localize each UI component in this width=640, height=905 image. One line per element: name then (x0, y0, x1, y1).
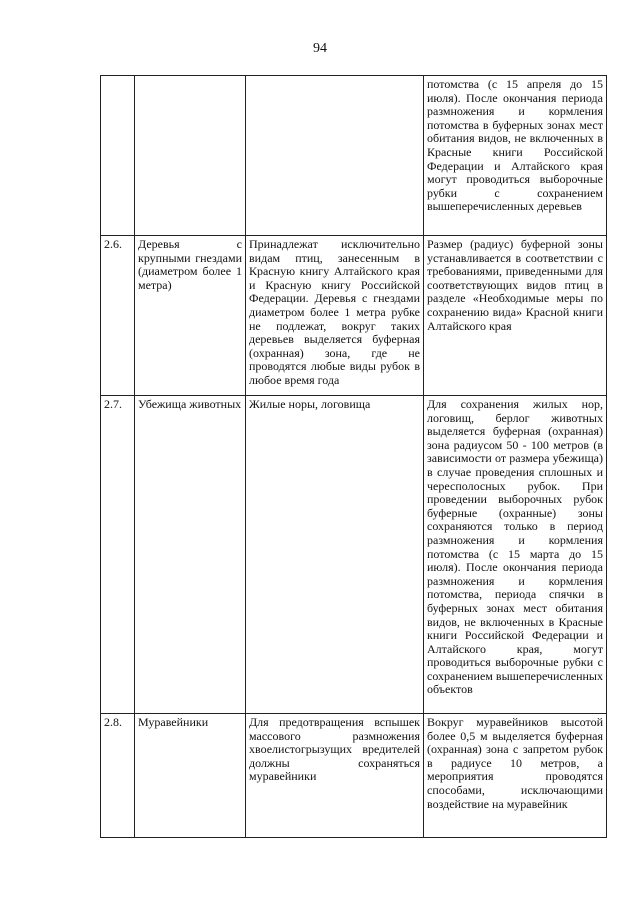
object-cell (135, 714, 246, 838)
measures-text: Размер (радиус) буферной зоны устанавливается в соответствии с требованиями, приведенными для соответствующих видов птиц в разделе «Необходимые меры по сохранению вида» Красной книги Алтайского края (427, 237, 603, 333)
measures-text: Вокруг муравейников высотой более 0,5 м выделяется буферная (охранная) зона с запретом рубок в радиусе 10 метров, а мероприятия проводятся способами, исключающими воздействие на муравейник (427, 715, 603, 811)
table-row (101, 236, 607, 396)
object-cell (135, 76, 246, 236)
measures-cell (424, 236, 607, 396)
description-cell (246, 396, 424, 714)
object-cell (135, 396, 246, 714)
page-number: 94 (313, 41, 327, 56)
row-number-cell (101, 714, 135, 838)
row-number: 2.7. (104, 397, 122, 411)
row-number-cell (101, 76, 135, 236)
measures-text: потомства (с 15 апреля до 15 июля). После окончания периода размножения и кормления потомства в буферных зонах мест обитания видов, не включенных в Красные книги Российской Федерации и Алтайского края могут проводиться выборочные рубки с сохранением вышеперечисленных деревьев (427, 77, 603, 214)
measures-cell (424, 396, 607, 714)
description-cell (246, 236, 424, 396)
forestry-measures-table (100, 75, 607, 838)
object-text: Деревья с крупными гнездами (диаметром более 1 метра) (138, 237, 242, 292)
table-row (101, 76, 607, 236)
description-cell (246, 714, 424, 838)
object-cell (135, 236, 246, 396)
row-number: 2.8. (104, 715, 122, 729)
measures-text: Для сохранения жилых нор, логовищ, берлог животных выделяется буферная (охранная) зона радиусом 50 - 100 метров (в зависимости от размера убежища) в случае проведения сплошных и чересполосных рубок. При проведении выборочных рубок буферные (охранные) зоны сохраняются только в период размножения и кормления потомства (с 15 марта до 15 июля). После окончания периода размножения и кормления потомства, периода спячки в буферных зонах мест обитания видов, не включенных в Красные книги Российской Федерации и Алтайского края, могут проводиться выборочные рубки с сохранением вышеперечисленных объектов (427, 397, 603, 697)
measures-cell (424, 714, 607, 838)
description-text: Принадлежат исключительно видам птиц, занесенным в Красную книгу Алтайского края и Красную книгу Российской Федерации. Деревья с гнездами диаметром более 1 метра рубке не подлежат, вокруг таких деревьев выделяется буферная (охранная) зона, где не проводятся любые виды рубок в любое время года (249, 237, 420, 387)
table-row (101, 714, 607, 838)
row-number: 2.6. (104, 237, 122, 251)
object-text: Муравейники (138, 715, 209, 729)
row-number-cell (101, 396, 135, 714)
object-text: Убежища животных (138, 397, 242, 411)
description-cell (246, 76, 424, 236)
description-text: Для предотвращения вспышек массового размножения хвоелистогрызущих вредителей должны сохраняться муравейники (249, 715, 420, 784)
description-text: Жилые норы, логовища (249, 397, 371, 411)
measures-cell (424, 76, 607, 236)
row-number-cell (101, 236, 135, 396)
table-row (101, 396, 607, 714)
